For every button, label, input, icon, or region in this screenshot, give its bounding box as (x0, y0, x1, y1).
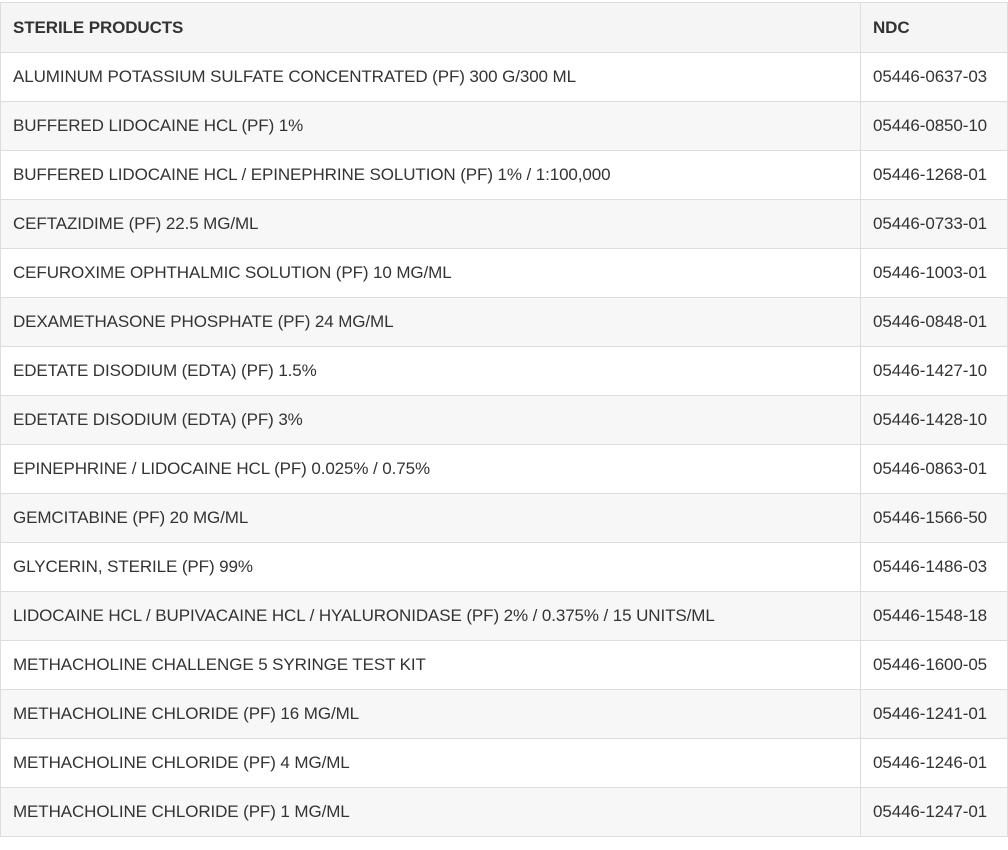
sterile-products-table-container (0, 2, 1007, 837)
product-name-cell: EPINEPHRINE / LIDOCAINE HCL (PF) 0.025% / 0.75% (1, 445, 861, 494)
table-row (1, 396, 1008, 445)
table-row (1, 641, 1008, 690)
product-name-cell: CEFTAZIDIME (PF) 22.5 MG/ML (1, 200, 861, 249)
table-row (1, 102, 1008, 151)
column-header-sterile-products: STERILE PRODUCTS (1, 3, 861, 53)
table-row (1, 445, 1008, 494)
ndc-code-cell: 05446-0863-01 (861, 445, 1008, 494)
table-row (1, 298, 1008, 347)
ndc-code-cell: 05446-1241-01 (861, 690, 1008, 739)
sterile-products-table (0, 2, 1008, 837)
ndc-code-cell: 05446-1247-01 (861, 788, 1008, 837)
ndc-code-cell: 05446-1003-01 (861, 249, 1008, 298)
ndc-code-cell: 05446-0848-01 (861, 298, 1008, 347)
product-name-cell: EDETATE DISODIUM (EDTA) (PF) 1.5% (1, 347, 861, 396)
table-row (1, 494, 1008, 543)
ndc-code-cell: 05446-1486-03 (861, 543, 1008, 592)
table-row (1, 53, 1008, 102)
table-row (1, 151, 1008, 200)
ndc-code-cell: 05446-1427-10 (861, 347, 1008, 396)
product-name-cell: METHACHOLINE CHLORIDE (PF) 1 MG/ML (1, 788, 861, 837)
table-row (1, 347, 1008, 396)
ndc-code-cell: 05446-0733-01 (861, 200, 1008, 249)
ndc-code-cell: 05446-1548-18 (861, 592, 1008, 641)
product-name-cell: BUFFERED LIDOCAINE HCL (PF) 1% (1, 102, 861, 151)
product-name-cell: ALUMINUM POTASSIUM SULFATE CONCENTRATED (PF) 300 G/300 ML (1, 53, 861, 102)
product-name-cell: METHACHOLINE CHLORIDE (PF) 4 MG/ML (1, 739, 861, 788)
product-name-cell: METHACHOLINE CHLORIDE (PF) 16 MG/ML (1, 690, 861, 739)
table-body (1, 53, 1008, 837)
product-name-cell: GEMCITABINE (PF) 20 MG/ML (1, 494, 861, 543)
ndc-code-cell: 05446-1428-10 (861, 396, 1008, 445)
ndc-code-cell: 05446-1566-50 (861, 494, 1008, 543)
table-header-row (1, 3, 1008, 53)
ndc-code-cell: 05446-0850-10 (861, 102, 1008, 151)
table-row (1, 543, 1008, 592)
table-row (1, 592, 1008, 641)
table-row (1, 788, 1008, 837)
product-name-cell: DEXAMETHASONE PHOSPHATE (PF) 24 MG/ML (1, 298, 861, 347)
ndc-code-cell: 05446-0637-03 (861, 53, 1008, 102)
product-name-cell: BUFFERED LIDOCAINE HCL / EPINEPHRINE SOLUTION (PF) 1% / 1:100,000 (1, 151, 861, 200)
ndc-code-cell: 05446-1246-01 (861, 739, 1008, 788)
ndc-code-cell: 05446-1600-05 (861, 641, 1008, 690)
table-row (1, 249, 1008, 298)
table-header (1, 3, 1008, 53)
product-name-cell: LIDOCAINE HCL / BUPIVACAINE HCL / HYALURONIDASE (PF) 2% / 0.375% / 15 UNITS/ML (1, 592, 861, 641)
product-name-cell: EDETATE DISODIUM (EDTA) (PF) 3% (1, 396, 861, 445)
column-header-ndc: NDC (861, 3, 1008, 53)
product-name-cell: METHACHOLINE CHALLENGE 5 SYRINGE TEST KIT (1, 641, 861, 690)
table-row (1, 690, 1008, 739)
product-name-cell: GLYCERIN, STERILE (PF) 99% (1, 543, 861, 592)
table-row (1, 739, 1008, 788)
ndc-code-cell: 05446-1268-01 (861, 151, 1008, 200)
product-name-cell: CEFUROXIME OPHTHALMIC SOLUTION (PF) 10 MG/ML (1, 249, 861, 298)
table-row (1, 200, 1008, 249)
